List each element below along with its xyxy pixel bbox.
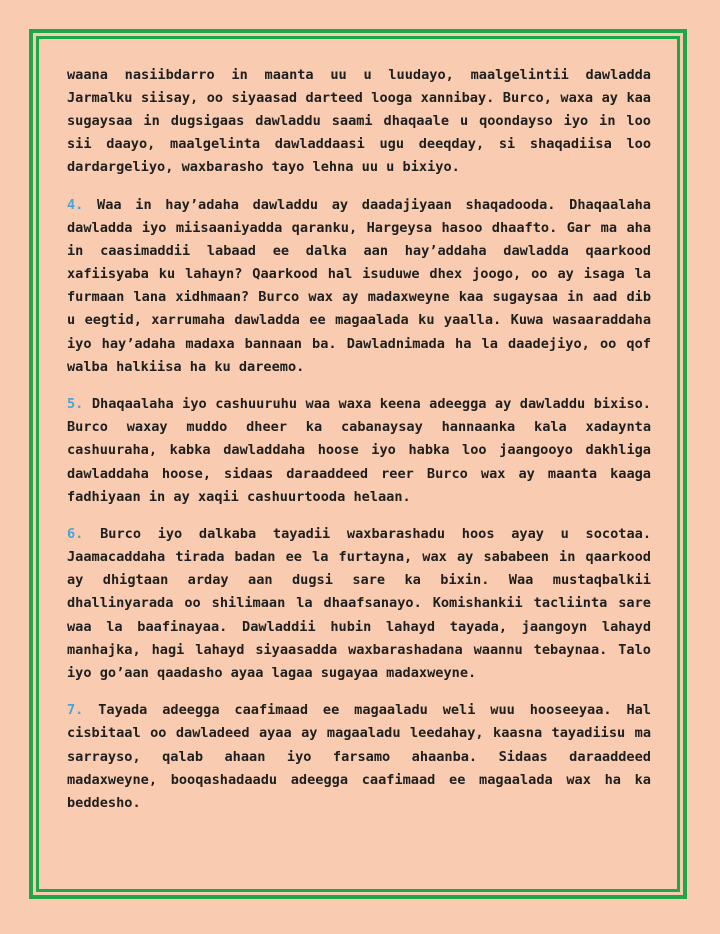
paragraph-number: 7.: [67, 702, 84, 719]
paragraph-7: [67, 699, 651, 814]
paragraph-number: 5.: [67, 396, 84, 413]
paragraph-text: Tayada adeegga caafimaad ee magaaladu weli wuu hooseeyaa. Hal cisbitaal oo dawladeed ayaa ay magaaladu leedahay, kaasna tayadiisu ma sarrayso, qalab ahaan iyo farsamo ahaanba. Sidaas daraaddeed madaxweyne, booqashadaadu adeegga caafimaad ee magaalada wax ha ka beddesho.: [67, 702, 651, 811]
paragraph-text: Waa in hay’adaha dawladdu ay daadajiyaan shaqadooda. Dhaqaalaha dawladda iyo miisaaniyadda qaranku, Hargeysa hasoo dhaafto. Gar ma aha in caasimaddii labaad ee dalka aan hay’addaha dawladda qaarkood xafiisyaba ku lahayn? Qaarkood hal isuduwe dhex joogo, oo ay isaga la furmaan lana xidhmaan? Burco wax ay madaxweyne kaa sugaysaa in aad dib u eegtid, xarrumaha dawladda ee magaalada ku yaalla. Kuwa wasaaraddaha iyo hay’adaha madaxa bannaan ba. Dawladnimada ha la daadejiyo, oo qof walba halkiisa ha ku dareemo.: [67, 196, 651, 375]
paragraph-6: [67, 523, 651, 685]
paragraph-number: 6.: [67, 526, 84, 543]
paragraph-5: [67, 393, 651, 508]
paragraph-continuation: [67, 64, 651, 179]
paragraph-text: Burco iyo dalkaba tayadii waxbarashadu hoos ayay u socotaa. Jaamacaddaha tirada badan ee la furtayna, wax ay sababeen in qaarkood ay dhigtaan arday aan dugsi sare ka bixin. Waa mustaqbalkii dhallinyarada oo shilimaan la dhaafsanayo. Komishankii tacliinta sare waa la baafinayaa. Dawladdii hubin lahayd tayada, jaangoyn lahayd manhajka, hagi lahayd siyaasadda waxbarashadana waannu tebaynaa. Talo iyo go’aan qaadasho ayaa lagaa sugayaa madaxweyne.: [67, 526, 651, 681]
paragraph-text: Dhaqaalaha iyo cashuuruhu waa waxa keena adeegga ay dawladdu bixiso. Burco waxay muddo dheer ka cabanaysay hannaanka kala xadaynta cashuuraha, kabka dawladdaha hoose iyo habka loo jaangooyo dakhliga dawladdaha hoose, sidaas daraaddeed reer Burco wax ay maanta kaaga fadhiyaan in ay xaqii cashuurtooda helaan.: [67, 396, 651, 505]
document-body: [67, 64, 651, 829]
paragraph-number: 4.: [67, 196, 84, 213]
paragraph-4: [67, 194, 651, 379]
paragraph-text: waana nasiibdarro in maanta uu u luudayo, maalgelintii dawladda Jarmalku siisay, oo siyaasad darteed looga xannibay. Burco, waxa ay kaa sugaysaa in dugsigaas dawladdu saami dhaqaale u qoondayso iyo in loo sii daayo, maalgelinta dawladdaasi ugu deeqday, si shaqadiisa loo dardargeliyo, waxbarasho tayo lehna uu u bixiyo.: [67, 67, 651, 176]
